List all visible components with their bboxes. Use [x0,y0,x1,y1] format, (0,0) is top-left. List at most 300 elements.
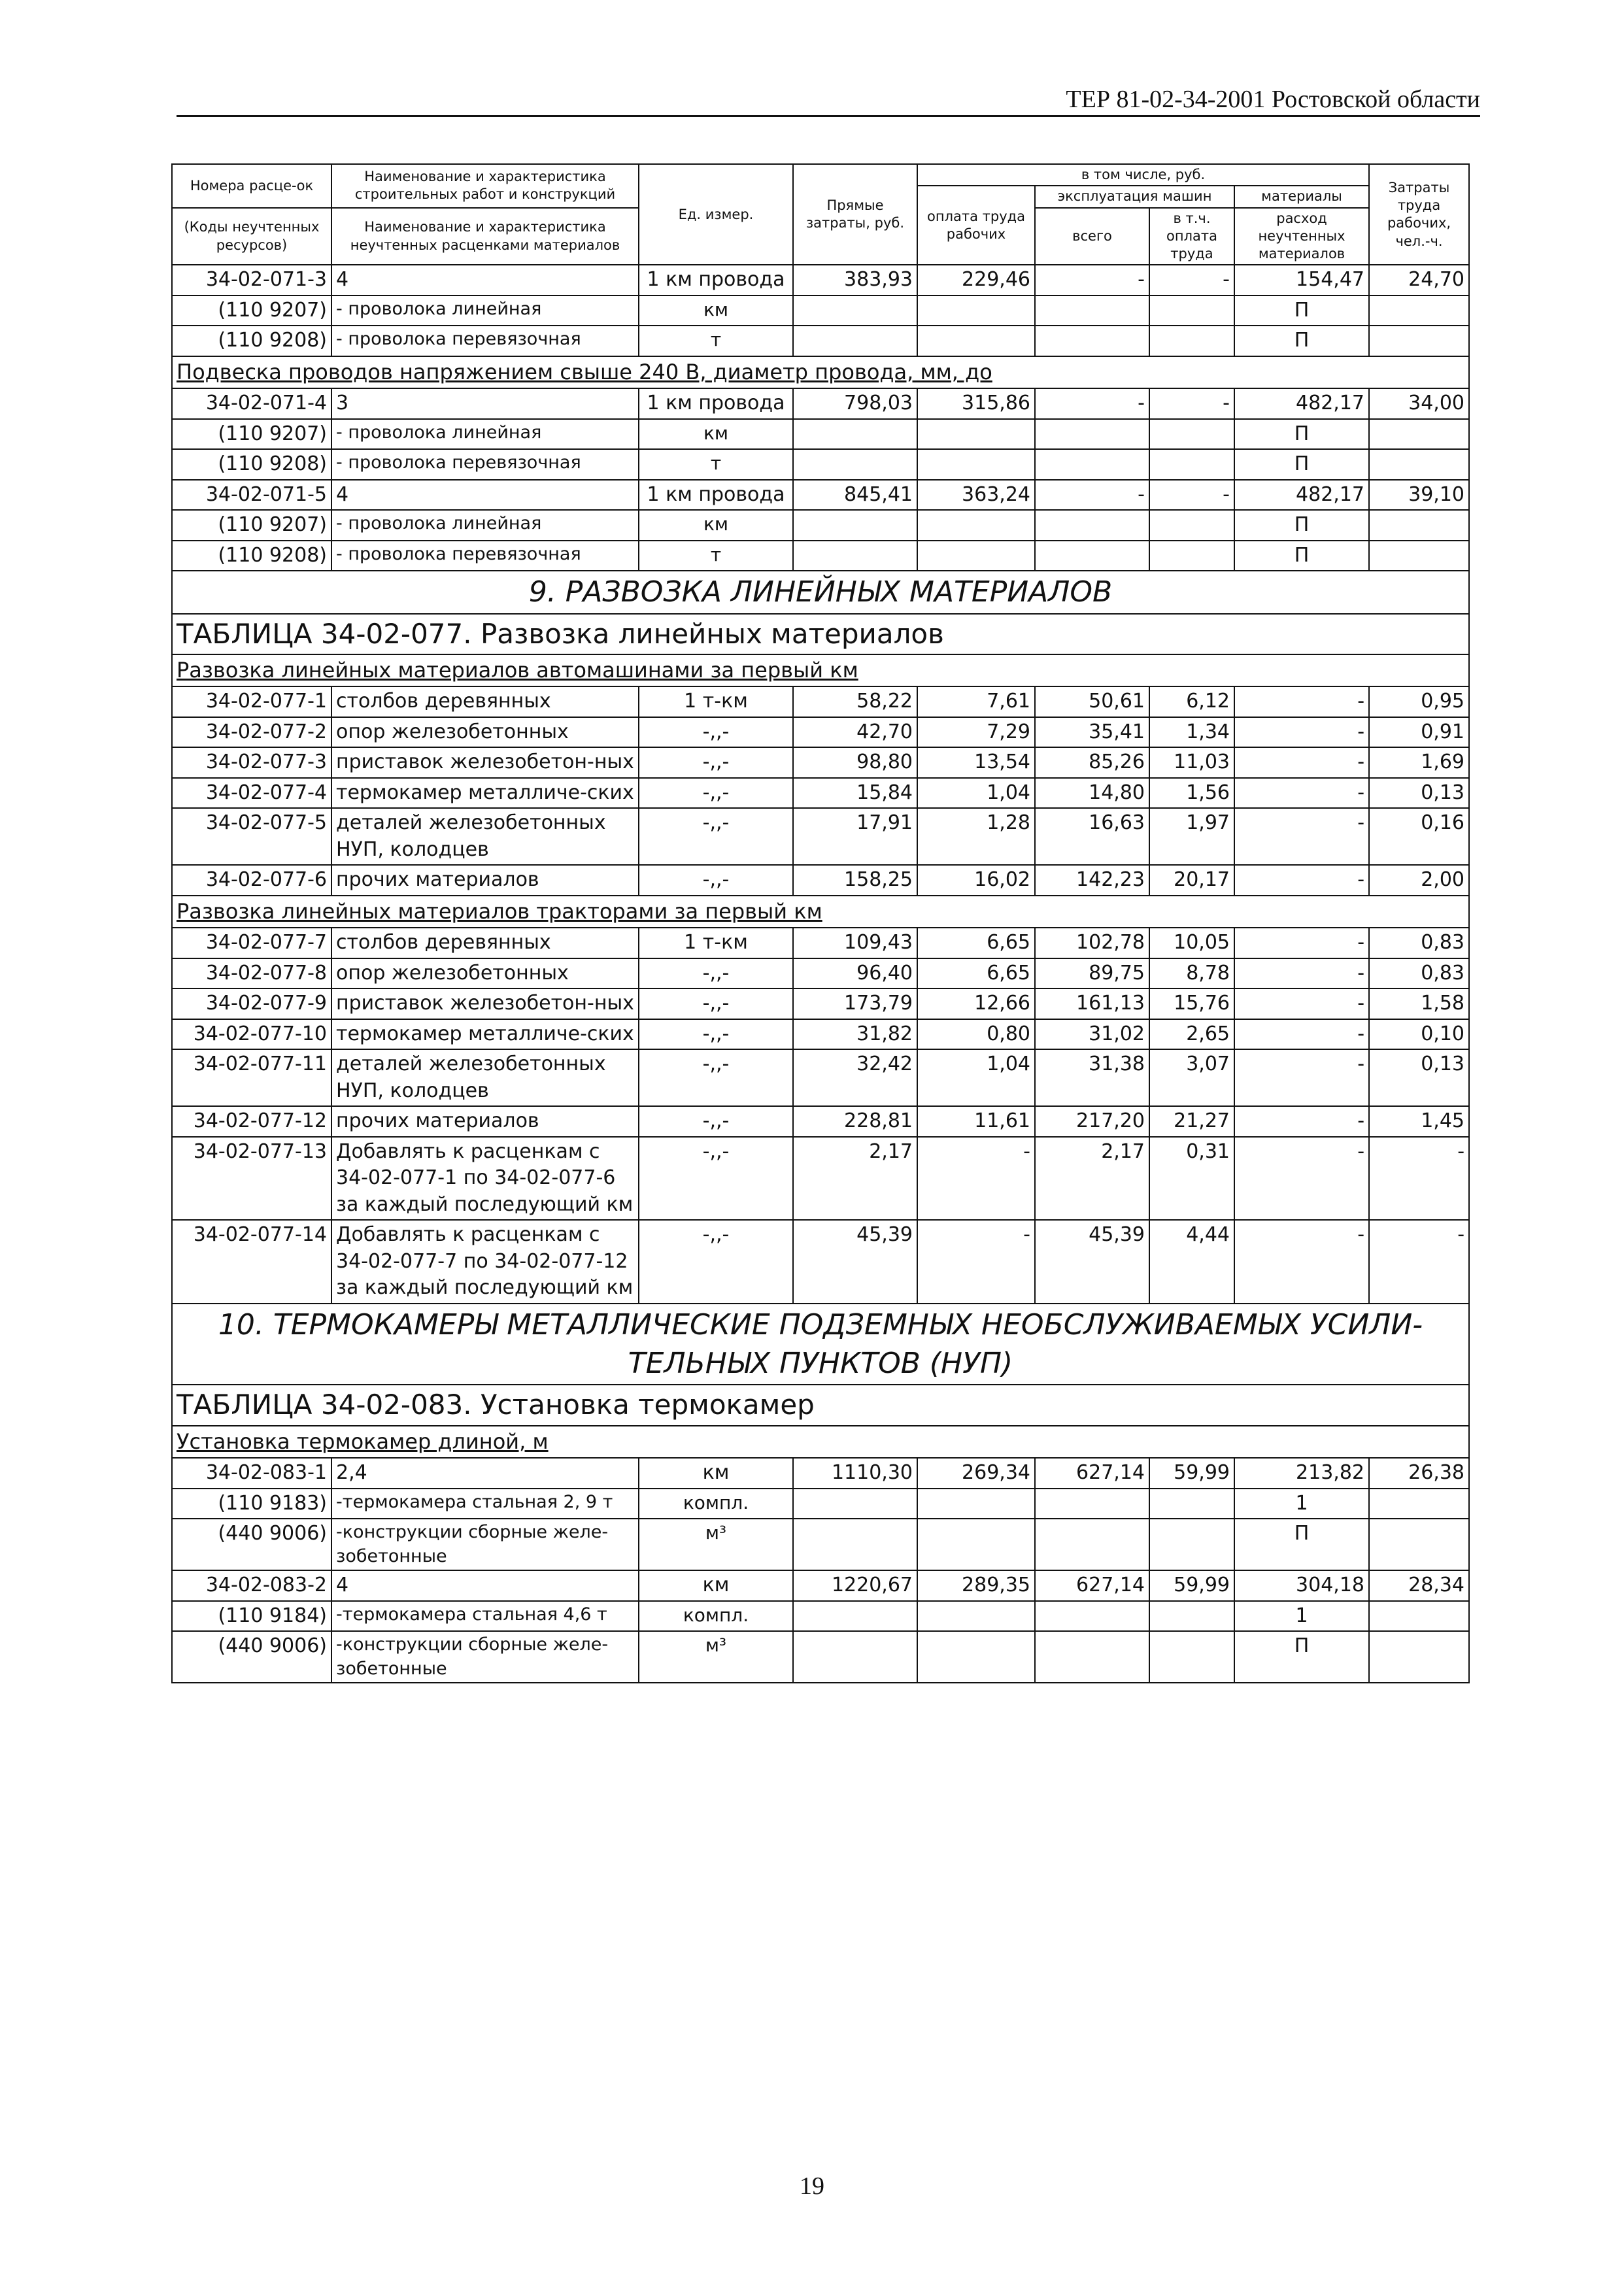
cell-name: опор железобетонных [331,717,639,748]
cell-direct: 98,80 [793,747,917,778]
cell-labor: 24,70 [1369,265,1469,295]
cell-direct [793,419,917,450]
cell-pay: 7,29 [917,717,1035,748]
cell-direct [793,541,917,571]
rate-row [172,686,1469,717]
cell-pay [917,510,1035,541]
cell-mpay [1149,1489,1234,1519]
cell-pay: 315,86 [917,388,1035,419]
cell-mat: - [1234,686,1369,717]
cell-labor: 0,13 [1369,778,1469,809]
resource-row [172,541,1469,571]
cell-mpay: 20,17 [1149,865,1234,896]
head-including: в том числе, руб. [917,164,1369,186]
cell-name: -термокамера стальная 4,6 т [331,1601,639,1632]
cell-mach: 102,78 [1035,928,1149,958]
page-number: 19 [800,2172,824,2200]
cell-code: 34-02-083-1 [172,1458,331,1489]
cell-mat: 154,47 [1234,265,1369,295]
cell-mat: - [1234,808,1369,865]
cell-direct: 228,81 [793,1106,917,1137]
rates-table [171,163,1470,1683]
rate-row [172,717,1469,748]
cell-mat: 213,82 [1234,1458,1369,1489]
cell-mpay [1149,1631,1234,1683]
cell-direct: 45,39 [793,1220,917,1304]
cell-mach: - [1035,265,1149,295]
cell-code: (110 9208) [172,541,331,571]
subsection-tractors-row [172,896,1469,928]
cell-unit: т [639,541,793,571]
rate-row [172,1137,1469,1221]
cell-mpay [1149,326,1234,356]
cell-pay: - [917,1220,1035,1304]
cell-mpay: 1,34 [1149,717,1234,748]
cell-unit: км [639,1570,793,1601]
cell-mat: П [1234,449,1369,480]
cell-mat: - [1234,778,1369,809]
cell-labor [1369,326,1469,356]
cell-mat: - [1234,1019,1369,1050]
cell-direct [793,449,917,480]
cell-mat: - [1234,865,1369,896]
cell-labor [1369,1631,1469,1683]
cell-labor: 0,10 [1369,1019,1469,1050]
cell-mach: 50,61 [1035,686,1149,717]
cell-pay: 289,35 [917,1570,1035,1601]
resource-row [172,1631,1469,1683]
cell-unit: -,,- [639,778,793,809]
cell-unit: м³ [639,1631,793,1683]
cell-direct: 17,91 [793,808,917,865]
cell-mat: П [1234,419,1369,450]
cell-mat: - [1234,1049,1369,1106]
cell-code: 34-02-077-1 [172,686,331,717]
cell-code: 34-02-071-3 [172,265,331,295]
cell-pay: 6,65 [917,928,1035,958]
cell-mat: - [1234,747,1369,778]
cell-mach: 627,14 [1035,1570,1149,1601]
cell-pay [917,419,1035,450]
rate-row [172,1019,1469,1050]
table-34-02-077-caption: ТАБЛИЦА 34-02-077. Развозка линейных материалов [172,614,1469,655]
cell-labor [1369,1519,1469,1570]
cell-code: (440 9006) [172,1519,331,1570]
cell-labor: 26,38 [1369,1458,1469,1489]
cell-unit: -,,- [639,1137,793,1221]
cell-code: (110 9207) [172,295,331,326]
cell-name: - проволока перевязочная [331,326,639,356]
cell-name: термокамер металличе-ских [331,778,639,809]
cell-pay [917,326,1035,356]
cell-unit: -,,- [639,808,793,865]
cell-mpay: 11,03 [1149,747,1234,778]
cell-pay: 6,65 [917,958,1035,989]
cell-unit: -,,- [639,958,793,989]
cell-mpay: 8,78 [1149,958,1234,989]
cell-code: 34-02-077-6 [172,865,331,896]
cell-code: 34-02-077-11 [172,1049,331,1106]
rate-row [172,1049,1469,1106]
cell-unit: 1 км провода [639,480,793,511]
cell-code: 34-02-077-12 [172,1106,331,1137]
resource-row [172,1519,1469,1570]
cell-mat: П [1234,541,1369,571]
head-materials: материалы [1234,186,1369,207]
cell-pay [917,449,1035,480]
cell-labor: 1,69 [1369,747,1469,778]
rate-row [172,958,1469,989]
cell-name: опор железобетонных [331,958,639,989]
cell-mpay [1149,295,1234,326]
cell-unit: т [639,326,793,356]
cell-name: столбов деревянных [331,928,639,958]
cell-labor: 0,95 [1369,686,1469,717]
cell-labor [1369,510,1469,541]
cell-labor [1369,541,1469,571]
cell-mach: 85,26 [1035,747,1149,778]
cell-mach [1035,541,1149,571]
cell-mach: 627,14 [1035,1458,1149,1489]
cell-name: -термокамера стальная 2, 9 т [331,1489,639,1519]
cell-pay: 7,61 [917,686,1035,717]
cell-mpay: 4,44 [1149,1220,1234,1304]
cell-mpay [1149,510,1234,541]
cell-mach: 14,80 [1035,778,1149,809]
cell-pay: 0,80 [917,1019,1035,1050]
cell-direct [793,295,917,326]
cell-labor [1369,1489,1469,1519]
cell-pay: 363,24 [917,480,1035,511]
cell-mpay: 1,56 [1149,778,1234,809]
cell-pay [917,295,1035,326]
cell-pay: 11,61 [917,1106,1035,1137]
cell-labor [1369,449,1469,480]
cell-name: 4 [331,480,639,511]
block-title: Подвеска проводов напряжением свыше 240 В, диаметр провода, мм, до [172,356,1469,388]
cell-code: (110 9183) [172,1489,331,1519]
cell-unit: -,,- [639,1106,793,1137]
cell-mpay: 10,05 [1149,928,1234,958]
rate-row [172,865,1469,896]
rate-row [172,388,1469,419]
table-34-02-083-caption-row [172,1385,1469,1426]
cell-mat: П [1234,326,1369,356]
cell-direct: 96,40 [793,958,917,989]
cell-labor: 39,10 [1369,480,1469,511]
cell-code: 34-02-077-10 [172,1019,331,1050]
cell-name: 2,4 [331,1458,639,1489]
cell-unit: км [639,1458,793,1489]
cell-labor: 0,83 [1369,928,1469,958]
cell-code: 34-02-077-4 [172,778,331,809]
cell-direct: 1220,67 [793,1570,917,1601]
cell-code: 34-02-077-7 [172,928,331,958]
resource-row [172,295,1469,326]
cell-pay: 1,28 [917,808,1035,865]
block-title-row [172,356,1469,388]
cell-labor [1369,419,1469,450]
cell-mat: - [1234,1106,1369,1137]
table-34-02-083-caption: ТАБЛИЦА 34-02-083. Установка термокамер [172,1385,1469,1426]
resource-row [172,449,1469,480]
cell-mpay: - [1149,388,1234,419]
rate-row [172,1458,1469,1489]
cell-mach [1035,419,1149,450]
cell-unit: км [639,419,793,450]
cell-code: 34-02-077-9 [172,988,331,1019]
cell-mat: П [1234,295,1369,326]
cell-mach: 89,75 [1035,958,1149,989]
cell-mat: 304,18 [1234,1570,1369,1601]
cell-labor: 28,34 [1369,1570,1469,1601]
cell-code: (110 9207) [172,419,331,450]
table-head [172,164,1469,265]
cell-mpay: 2,65 [1149,1019,1234,1050]
cell-pay: 1,04 [917,778,1035,809]
cell-unit: -,,- [639,988,793,1019]
cell-labor: 0,83 [1369,958,1469,989]
cell-mach [1035,449,1149,480]
cell-labor: 0,91 [1369,717,1469,748]
cell-mach: 16,63 [1035,808,1149,865]
cell-pay: 12,66 [917,988,1035,1019]
cell-labor: 34,00 [1369,388,1469,419]
cell-direct: 158,25 [793,865,917,896]
cell-unit: -,,- [639,1049,793,1106]
cell-code: 34-02-077-3 [172,747,331,778]
cell-direct: 109,43 [793,928,917,958]
head-machines-pay: в т.ч. оплата труда [1149,208,1234,265]
rate-row [172,1220,1469,1304]
cell-mpay: 0,31 [1149,1137,1234,1221]
subsection-length: Установка термокамер длиной, м [172,1426,1469,1458]
cell-mat: 482,17 [1234,388,1369,419]
cell-name: Добавлять к расценкам с 34-02-077-1 по 34-02-077-6 за каждый последующий км [331,1137,639,1221]
cell-mach [1035,1601,1149,1632]
cell-mpay: - [1149,265,1234,295]
cell-direct [793,1601,917,1632]
cell-unit: компл. [639,1489,793,1519]
cell-pay: - [917,1137,1035,1221]
section-9-heading: 9. РАЗВОЗКА ЛИНЕЙНЫХ МАТЕРИАЛОВ [172,571,1469,613]
cell-code: 34-02-077-8 [172,958,331,989]
cell-labor: - [1369,1220,1469,1304]
head-work-name: Наименование и характеристика строительных работ и конструкций [331,164,639,208]
cell-unit: 1 т-км [639,686,793,717]
cell-mach [1035,295,1149,326]
cell-pay: 13,54 [917,747,1035,778]
cell-mpay [1149,541,1234,571]
cell-mat: П [1234,1519,1369,1570]
cell-code: 34-02-077-2 [172,717,331,748]
cell-code: (440 9006) [172,1631,331,1683]
cell-mach: 142,23 [1035,865,1149,896]
cell-name: термокамер металличе-ских [331,1019,639,1050]
cell-direct [793,1489,917,1519]
cell-mach: 35,41 [1035,717,1149,748]
rate-row [172,808,1469,865]
subsection-length-row [172,1426,1469,1458]
cell-mpay [1149,1601,1234,1632]
cell-name: приставок железобетон-ных [331,747,639,778]
cell-labor: 1,45 [1369,1106,1469,1137]
cell-pay: 1,04 [917,1049,1035,1106]
cell-pay [917,1601,1035,1632]
cell-mpay [1149,419,1234,450]
cell-mach [1035,1489,1149,1519]
cell-direct: 31,82 [793,1019,917,1050]
head-labor-pay: оплата труда рабочих [917,186,1035,265]
subsection-trucks: Развозка линейных материалов автомашинами за первый км [172,654,1469,686]
head-resource-codes: (Коды неучтенных ресурсов) [172,208,331,265]
cell-code: 34-02-071-4 [172,388,331,419]
cell-name: 4 [331,1570,639,1601]
cell-name: -конструкции сборные желе-зобетонные [331,1519,639,1570]
cell-unit: -,,- [639,717,793,748]
cell-mach [1035,510,1149,541]
resource-row [172,1601,1469,1632]
cell-name: приставок железобетон-ных [331,988,639,1019]
cell-unit: -,,- [639,865,793,896]
cell-direct: 383,93 [793,265,917,295]
cell-mpay [1149,449,1234,480]
document-header: ТЕР 81-02-34-2001 Ростовской области [177,85,1480,117]
cell-unit: м³ [639,1519,793,1570]
cell-code: 34-02-077-13 [172,1137,331,1221]
cell-pay [917,1519,1035,1570]
cell-direct: 32,42 [793,1049,917,1106]
cell-mat: 1 [1234,1489,1369,1519]
cell-direct: 15,84 [793,778,917,809]
section-9-heading-row [172,571,1469,613]
cell-name: - проволока линейная [331,419,639,450]
cell-name: столбов деревянных [331,686,639,717]
table-34-02-077-caption-row [172,614,1469,655]
head-material-expense: расход неучтенных материалов [1234,208,1369,265]
cell-mpay: 21,27 [1149,1106,1234,1137]
cell-labor: 0,16 [1369,808,1469,865]
rate-row [172,747,1469,778]
cell-labor: - [1369,1137,1469,1221]
head-labor-costs: Затраты труда рабочих, чел.-ч. [1369,164,1469,265]
cell-direct: 173,79 [793,988,917,1019]
head-direct-costs: Прямые затраты, руб. [793,164,917,265]
cell-code: (110 9184) [172,1601,331,1632]
cell-mpay: 6,12 [1149,686,1234,717]
cell-mat: - [1234,1220,1369,1304]
rate-row [172,988,1469,1019]
cell-name: - проволока линейная [331,510,639,541]
cell-mach [1035,326,1149,356]
cell-unit: компл. [639,1601,793,1632]
cell-direct [793,1519,917,1570]
cell-unit: 1 км провода [639,388,793,419]
cell-mat: - [1234,717,1369,748]
cell-pay: 269,34 [917,1458,1035,1489]
cell-unit: -,,- [639,1220,793,1304]
cell-mat: 1 [1234,1601,1369,1632]
cell-name: 4 [331,265,639,295]
resource-row [172,1489,1469,1519]
head-material-name: Наименование и характеристика неучтенных расценками материалов [331,208,639,265]
cell-mpay: 1,97 [1149,808,1234,865]
cell-pay [917,541,1035,571]
cell-unit: 1 км провода [639,265,793,295]
cell-unit: 1 т-км [639,928,793,958]
cell-direct [793,1631,917,1683]
cell-code: (110 9208) [172,326,331,356]
head-unit: Ед. измер. [639,164,793,265]
cell-mpay: - [1149,480,1234,511]
subsection-tractors: Развозка линейных материалов тракторами за первый км [172,896,1469,928]
rate-row [172,1570,1469,1601]
resource-row [172,510,1469,541]
cell-name: - проволока линейная [331,295,639,326]
cell-labor: 1,58 [1369,988,1469,1019]
cell-name: прочих материалов [331,1106,639,1137]
cell-code: 34-02-077-14 [172,1220,331,1304]
cell-mpay [1149,1519,1234,1570]
cell-direct [793,326,917,356]
cell-mach: - [1035,388,1149,419]
cell-mat: - [1234,958,1369,989]
cell-direct [793,510,917,541]
rate-row [172,480,1469,511]
subsection-trucks-row [172,654,1469,686]
cell-unit: км [639,295,793,326]
cell-direct: 1110,30 [793,1458,917,1489]
cell-direct: 42,70 [793,717,917,748]
cell-mach: - [1035,480,1149,511]
cell-code: 34-02-077-5 [172,808,331,865]
cell-pay [917,1631,1035,1683]
cell-code: (110 9207) [172,510,331,541]
section-10-heading: 10. ТЕРМОКАМЕРЫ МЕТАЛЛИЧЕСКИЕ ПОДЗЕМНЫХ НЕОБСЛУЖИВАЕМЫХ УСИЛИ-ТЕЛЬНЫХ ПУНКТОВ (НУП) [172,1304,1469,1385]
cell-labor: 2,00 [1369,865,1469,896]
cell-mach [1035,1631,1149,1683]
cell-direct: 2,17 [793,1137,917,1221]
cell-mpay: 59,99 [1149,1458,1234,1489]
cell-name: Добавлять к расценкам с 34-02-077-7 по 34-02-077-12 за каждый последующий км [331,1220,639,1304]
cell-code: (110 9208) [172,449,331,480]
head-rate-number: Номера расце-ок [172,164,331,208]
cell-mach [1035,1519,1149,1570]
cell-name: деталей железобетонных НУП, колодцев [331,808,639,865]
cell-mat: П [1234,510,1369,541]
cell-mpay: 59,99 [1149,1570,1234,1601]
cell-code: 34-02-083-2 [172,1570,331,1601]
cell-unit: -,,- [639,1019,793,1050]
rate-row [172,1106,1469,1137]
cell-name: деталей железобетонных НУП, колодцев [331,1049,639,1106]
rate-row [172,928,1469,958]
resource-row [172,419,1469,450]
cell-mach: 217,20 [1035,1106,1149,1137]
cell-mpay: 15,76 [1149,988,1234,1019]
rate-row [172,778,1469,809]
cell-mpay: 3,07 [1149,1049,1234,1106]
cell-mat: - [1234,928,1369,958]
cell-mat: П [1234,1631,1369,1683]
rate-row [172,265,1469,295]
cell-direct: 58,22 [793,686,917,717]
cell-name: 3 [331,388,639,419]
cell-name: -конструкции сборные желе-зобетонные [331,1631,639,1683]
cell-mach: 2,17 [1035,1137,1149,1221]
cell-pay: 16,02 [917,865,1035,896]
cell-mat: 482,17 [1234,480,1369,511]
